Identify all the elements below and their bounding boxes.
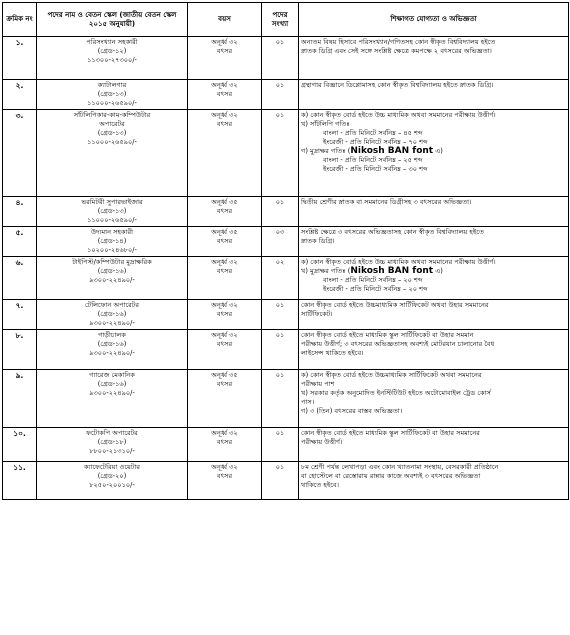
post-cell: [37, 370, 188, 428]
qualification-line: খ) সাঁটলিপি গতিঃ: [301, 120, 350, 128]
serial-number: ৪.: [3, 197, 37, 227]
post-count: ০২: [262, 257, 299, 300]
age-unit: বৎসর: [216, 340, 233, 348]
header-qualification: শিক্ষাগত যোগ্যতা ও অভিজ্ঞতা: [299, 3, 569, 37]
qualification-line: ইংরেজী - প্রতি মিনিটে সর্বনিম্ন – ২০ শব্দ: [323, 285, 428, 293]
post-pay-scale: ৯৩০০-২২৪৯০/-: [89, 389, 135, 397]
post-grade: (গ্রেড-১২): [97, 47, 127, 55]
age-limit: [188, 80, 262, 110]
post-grade: (গ্রেড-১৩): [97, 207, 127, 215]
post-cell: [37, 462, 188, 500]
qualification-line: বাংলা - প্রতি মিনিটে সর্বনিম্ন – ৪৫ শব্দ: [323, 129, 423, 137]
age-limit: [188, 370, 262, 428]
age-unit: বৎসর: [216, 380, 233, 388]
post-cell: [37, 80, 188, 110]
post-count: ০১: [262, 462, 299, 500]
table-row: [3, 110, 569, 197]
table-row: [3, 370, 569, 428]
age-unit: বৎসর: [216, 90, 233, 98]
table-row: [3, 37, 569, 80]
post-grade: (গ্রেড-১৩): [97, 129, 127, 137]
qualification-cell: [299, 37, 569, 80]
age-limit: [188, 428, 262, 462]
post-name: ক্যাটালগার: [97, 81, 127, 89]
serial-number: ৩.: [3, 110, 37, 197]
post-count: ০১: [262, 110, 299, 197]
qualification-line: পরীক্ষায় উত্তীর্ণ।: [301, 438, 343, 446]
qualification-line: ৮ম শ্রেণী পর্যন্ত লেখাপড়া এবং কোন খ্যাতনামা সংস্থায়, বেসরকারী প্রতিষ্ঠানে: [301, 463, 499, 471]
post-grade: (গ্রেড-১৬): [97, 267, 127, 275]
qualification-line: কোন স্বীকৃত বোর্ড হইতে উচ্চমাধ্যমিক সার্টিফিকেট অথবা উহার সমমানের: [301, 301, 489, 309]
age-limit: [188, 257, 262, 300]
serial-number: ১০.: [3, 428, 37, 462]
header-row: [3, 3, 569, 37]
post-pay-scale: ৯৩০০-২২৪৯০/-: [89, 276, 135, 284]
qualification-line: স্নাতক ডিগ্রি।: [301, 237, 335, 245]
qualification-line: কোন স্বীকৃত বোর্ড হইতে মাধ্যমিক স্কুল সার্টিফিকেট বা উহার সমমানের: [301, 429, 480, 437]
age-value: অনূর্ধ্ব ৩৫: [211, 228, 238, 236]
post-name-cont: অপারেটর: [99, 120, 125, 128]
post-grade: (গ্রেড-১৩): [97, 90, 127, 98]
table-row: [3, 330, 569, 370]
post-name: ফটোকপি অপারেটর: [86, 429, 138, 437]
post-count: ০১: [262, 37, 299, 80]
post-name: ভরমিটরী সুপারভাইজার: [81, 198, 143, 206]
serial-number: ১.: [3, 37, 37, 80]
qualification-cell: [299, 330, 569, 370]
post-name: সাঁটলিপিকার-কাম-কম্পিউটার: [73, 111, 151, 119]
post-count: ০১: [262, 300, 299, 330]
post-grade: (গ্রেড-১৪): [97, 237, 127, 245]
post-pay-scale: ১১৩০০-২৭৩০০/-: [87, 56, 137, 64]
table-row: [3, 257, 569, 300]
qualification-line: গ) ৩ (তিন) বৎসরের বাস্তব অভিজ্ঞতা।: [301, 407, 403, 415]
qualification-line: লাইসেন্স থাকিতে হইবে।: [301, 349, 364, 357]
post-cell: [37, 37, 188, 80]
font-name: Nikosh BAN font: [350, 266, 434, 276]
qualification-line: পাস।: [301, 398, 315, 406]
age-unit: বৎসর: [216, 120, 233, 128]
post-name: উদ্যমান সহকারী: [91, 228, 133, 236]
qualification-line: দ্বিতীয় শ্রেণীর স্নাতক বা সমমানের ডিগ্রীসহ ৩ বৎসরের অভিজ্ঞতা।: [301, 198, 472, 206]
post-pay-scale: ১১০০০-২৬৫৯০/-: [87, 99, 137, 107]
qualification-line: স্নাতক ডিগ্রি এবং সেই সঙ্গে সংশ্লিষ্ট ক্ষেত্রে কমপক্ষে ২ বৎসরের অভিজ্ঞতা।: [301, 47, 492, 55]
qualification-cell: [299, 197, 569, 227]
post-pay-scale: ৯৩০০-২২৪৯০/-: [89, 349, 135, 357]
post-pay-scale: ৮৮০০-২১৩১০/-: [89, 447, 135, 455]
post-name: গ্যারেজ মেকানিক: [89, 371, 135, 379]
post-name: গাড়ীচালক: [98, 331, 126, 339]
age-value: অনূর্ধ্ব ৩২: [211, 463, 238, 471]
post-cell: [37, 257, 188, 300]
age-unit: বৎসর: [216, 267, 233, 275]
qualification-cell: [299, 428, 569, 462]
post-pay-scale: ৮২৫০-২০০১০/-: [89, 481, 135, 489]
post-count: ০১: [262, 197, 299, 227]
age-limit: [188, 197, 262, 227]
qualification-line: বা হোস্টেলে বা রেস্তোরায় রান্নার কাজে অবশ্যই ৩ বৎসরের অভিজ্ঞতা: [301, 472, 481, 480]
age-limit: [188, 330, 262, 370]
serial-number: ২.: [3, 80, 37, 110]
serial-number: ১১.: [3, 462, 37, 500]
age-value: অনূর্ধ্ব ৩২: [211, 331, 238, 339]
age-limit: [188, 300, 262, 330]
font-name: Nikosh BAN font: [350, 146, 434, 156]
qualification-line: ক) কোন স্বীকৃত বোর্ড হইতে উচ্চ মাধ্যমিক অথবা সমমানের পরীক্ষায় উত্তীর্ণ।: [301, 111, 496, 119]
qualification-cell: [299, 370, 569, 428]
post-name: পরিসংখ্যান সহকারী: [86, 38, 138, 46]
qualification-line: পরীক্ষায় পাশ: [301, 380, 335, 388]
serial-number: ৭.: [3, 300, 37, 330]
header-count: পদের সংখ্যা: [262, 3, 299, 37]
table-row: [3, 462, 569, 500]
age-value: অনূর্ধ্ব ৩২: [211, 111, 238, 119]
age-limit: [188, 227, 262, 257]
qualification-cell: [299, 300, 569, 330]
post-cell: [37, 330, 188, 370]
post-count: ০১: [262, 330, 299, 370]
post-name: টেলিফোন অপারেটর: [84, 301, 140, 309]
header-age: বয়স: [188, 3, 262, 37]
qualification-line: সংশ্লিষ্ট ক্ষেত্রে ৩ বৎসরের অভিজ্ঞতাসহ কোন স্বীকৃত বিশ্ববিদ্যালয় হইতে: [301, 228, 484, 236]
post-count: ০১: [262, 370, 299, 428]
qualification-cell: [299, 257, 569, 300]
qualification-line: থাকিতে হইবে।: [301, 481, 339, 489]
recruitment-table: [2, 2, 569, 500]
post-name: টাইপিস্ট/কম্পিউটার মুদ্রাক্ষরিক: [72, 258, 152, 266]
qualification-line: অন্যতম বিষয় হিসাবে পরিসংখ্যান/গণিতসহ কোন স্বীকৃত বিশ্ববিদ্যালয় হইতে: [301, 38, 496, 46]
qualification-line: ইংরেজী - প্রতি মিনিটে সর্বনিম্ন – ৩০ শব্দ: [323, 165, 428, 173]
age-value: অনূর্ধ্ব ৩২: [211, 301, 238, 309]
age-value: অনূর্ধ্ব ৩৫: [211, 371, 238, 379]
qualification-cell: [299, 80, 569, 110]
qualification-cell: [299, 227, 569, 257]
table-row: [3, 197, 569, 227]
post-cell: [37, 110, 188, 197]
post-count: ০১: [262, 80, 299, 110]
qualification-line: গ্রন্থাগার বিজ্ঞানে ডিপ্লোমাসহ কোন স্বীকৃত বিশ্ববিদ্যালয় হইতে স্নাতক ডিগ্রি।: [301, 81, 494, 89]
qualification-line: বাংলা - প্রতি মিনিটে সর্বনিম্ন – ২০ শব্দ: [323, 276, 423, 284]
age-unit: বৎসর: [216, 310, 233, 318]
age-value: অনূর্ধ্ব ৩২: [211, 81, 238, 89]
qualification-line: ক) কোন স্বীকৃত বোর্ড হইতে উচ্চমাধ্যমিক সার্টিফিকেট অথবা সমমানের: [301, 371, 482, 379]
table-row: [3, 227, 569, 257]
serial-number: ৫.: [3, 227, 37, 257]
post-grade: (গ্রেড-১৬): [97, 310, 127, 318]
table-row: [3, 428, 569, 462]
age-unit: বৎসর: [216, 237, 233, 245]
post-grade: (গ্রেড-১৮): [97, 438, 127, 446]
age-value: অনূর্ধ্ব ৩২: [211, 38, 238, 46]
qualification-line: ইংরেজী - প্রতি মিনিটে সর্বনিম্ন – ৭০ শব্দ: [323, 138, 428, 146]
table-body: [3, 37, 569, 500]
post-count: ০১: [262, 428, 299, 462]
serial-number: ৮.: [3, 330, 37, 370]
age-limit: [188, 110, 262, 197]
post-grade: (গ্রেড-২০): [97, 472, 127, 480]
post-pay-scale: ১০২০০-২৪৬৮০/-: [87, 246, 137, 254]
header-sl: ক্রমিক নং: [3, 3, 37, 37]
post-cell: [37, 197, 188, 227]
age-unit: বৎসর: [216, 472, 233, 480]
post-cell: [37, 227, 188, 257]
post-grade: (গ্রেড-১৬): [97, 380, 127, 388]
serial-number: ৯.: [3, 370, 37, 428]
post-grade: (গ্রেড-১৬): [97, 340, 127, 348]
qualification-line: বাংলা - প্রতি মিনিটে সর্বনিম্ন – ২৫ শব্দ: [323, 156, 423, 164]
qualification-line: গ) মুদ্রাক্ষর গতিঃ (Nikosh BAN font এ): [301, 146, 443, 156]
age-limit: [188, 462, 262, 500]
age-unit: বৎসর: [216, 438, 233, 446]
qualification-line: সার্টিফিকেট।: [301, 310, 333, 318]
age-value: অনূর্ধ্ব ৩২: [211, 258, 238, 266]
age-unit: বৎসর: [216, 207, 233, 215]
post-pay-scale: ১১০০০-২৬৫৯০/-: [87, 138, 137, 146]
post-name: ক্যাফেটেরিয়া ওয়েটার: [83, 463, 141, 471]
age-value: অনূর্ধ্ব ৩৫: [211, 198, 238, 206]
header-post: পদের নাম ও বেতন স্কেল (জাতীয় বেতন স্কেল ২০১৫ অনুযায়ী): [37, 3, 188, 37]
post-cell: [37, 300, 188, 330]
table-row: [3, 80, 569, 110]
qualification-cell: [299, 110, 569, 197]
qualification-cell: [299, 462, 569, 500]
qualification-line: খ) সরকার কর্তৃক অনুমোদিত ইনস্টিটিউট হইতে অটোমোবাইল ট্রেড কোর্স: [301, 389, 491, 397]
qualification-line: কোন স্বীকৃত বোর্ড হইতে মাধ্যমিক স্কুল সার্টিফিকেট বা উহার সমমান: [301, 331, 474, 339]
table-row: [3, 300, 569, 330]
post-cell: [37, 428, 188, 462]
serial-number: ৬.: [3, 257, 37, 300]
age-limit: [188, 37, 262, 80]
qualification-line: পরীক্ষায় উত্তীর্ণ; ৩ বৎসরের অভিজ্ঞতাসহ অবশ্যই মোটরযান চালানোর বৈধ: [301, 340, 495, 348]
qualification-line: ক) কোন স্বীকৃত বোর্ড হইতে উচ্চ মাধ্যমিক অথবা সমমানের পরীক্ষায় উত্তীর্ণ।: [301, 258, 496, 266]
post-count: ০৩: [262, 227, 299, 257]
age-value: অনূর্ধ্ব ৩২: [211, 429, 238, 437]
post-pay-scale: ৯৩০০-২২৪৯০/-: [89, 319, 135, 327]
post-pay-scale: ১১০০০-২৬৫৯০/-: [87, 216, 137, 224]
age-unit: বৎসর: [216, 47, 233, 55]
qualification-line: খ) মুদ্রাক্ষর গতিঃ (Nikosh BAN font এ): [301, 266, 443, 276]
